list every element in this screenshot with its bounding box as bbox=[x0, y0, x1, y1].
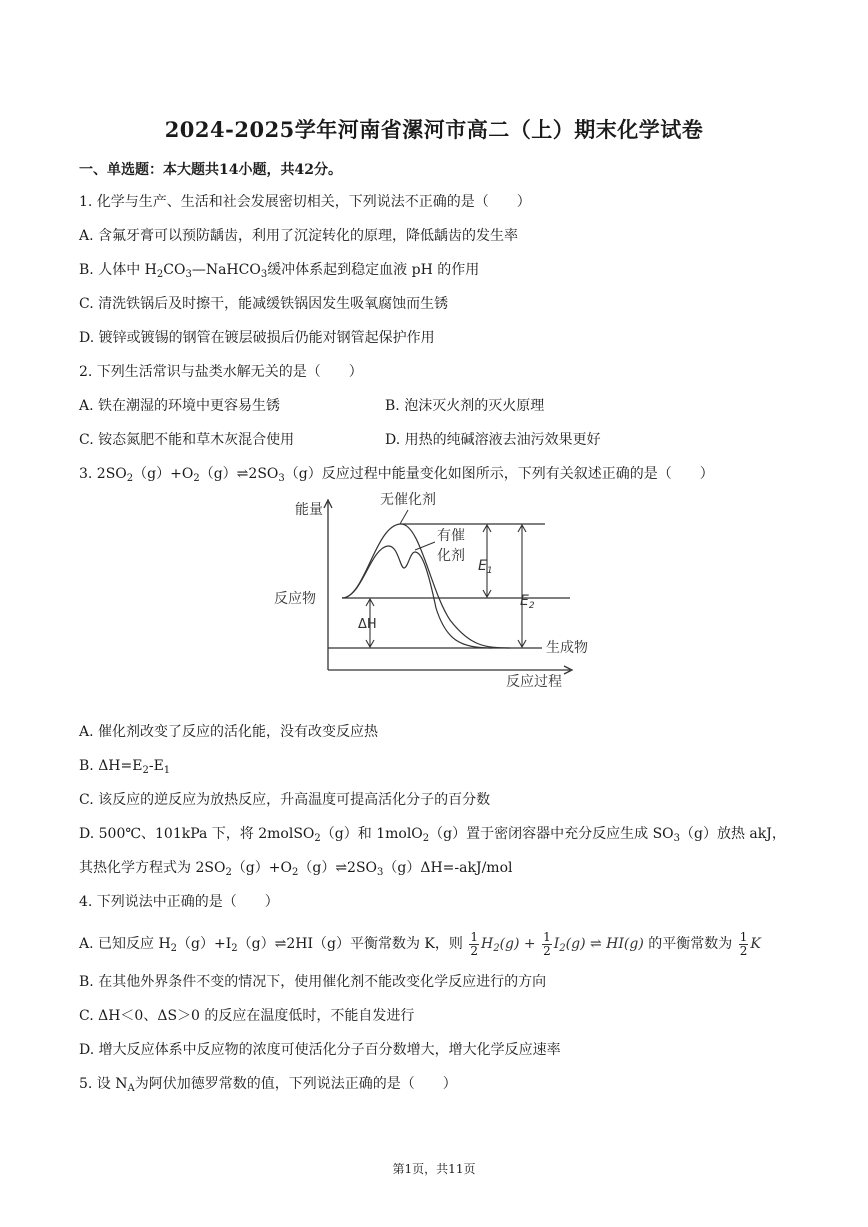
product-label: 生成物 bbox=[546, 640, 588, 656]
q3-stem: 3. $2SO_2(g)+O_2(g)\rightleftharpoons 2SO_3(g)$反应过程中能量变化如图所示，下列有关叙述正确的是（ ） bbox=[79, 466, 714, 484]
q2-option-c: C. 铵态氮肥不能和草木灰混合使用 bbox=[79, 432, 295, 448]
catalyst-curve bbox=[342, 546, 492, 648]
q5-stem: 5. 设 $N_A$为阿伏加德罗常数的值，下列说法正确的是（ ） bbox=[79, 1076, 457, 1094]
x-axis-label: 反应过程 bbox=[506, 674, 562, 690]
q3-option-b: B. $\Delta H=E_2-E_1$ bbox=[79, 758, 171, 776]
catalyst-label-line2: 化剂 bbox=[437, 548, 465, 564]
q3-option-d-cont: 其热化学方程式为 $2SO_2(g)+O_2(g)\rightleftharpoons 2SO_3(g)\Delta H=-akJ$/mol bbox=[79, 860, 513, 878]
q1-stem: 1. 化学与生产、生活和社会发展密切相关，下列说法不正确的是（ ） bbox=[79, 194, 531, 210]
q4-option-b: B. 在其他外界条件不变的情况下，使用催化剂不能改变化学反应进行的方向 bbox=[79, 974, 547, 990]
q3-option-c: C. 该反应的逆反应为放热反应，升高温度可提高活化分子的百分数 bbox=[79, 792, 491, 808]
exam-title: 2024-2025学年河南省漯河市高二（上）期末化学试卷 bbox=[164, 117, 704, 142]
energy-diagram bbox=[270, 490, 610, 690]
page-footer: 第1页，共11页 bbox=[392, 1162, 476, 1176]
q1-option-d: D. 镀锌或镀锡的钢管在镀层破损后仍能对钢管起保护作用 bbox=[79, 330, 435, 346]
q3-option-a: A. 催化剂改变了反应的活化能，没有改变反应热 bbox=[79, 724, 379, 740]
y-axis-label: 能量 bbox=[295, 502, 323, 518]
fraction-half: $\frac{1}{2}$ bbox=[470, 929, 478, 958]
q4-stem: 4. 下列说法中正确的是（ ） bbox=[79, 894, 279, 910]
fraction-half: $\frac{1}{2}$ bbox=[739, 929, 748, 958]
reactant-label: 反应物 bbox=[274, 591, 316, 607]
q2-stem: 2. 下列生活常识与盐类水解无关的是（ ） bbox=[79, 364, 363, 380]
dh-label: ΔH bbox=[358, 617, 377, 632]
q4-option-c: C. ΔH＜0、ΔS＞0 的反应在温度低时，不能自发进行 bbox=[79, 1008, 415, 1024]
q2-option-b: B. 泡沫灭火剂的灭火原理 bbox=[385, 398, 545, 414]
q4-option-d: D. 增大反应体系中反应物的浓度可使活化分子百分数增大，增大化学反应速率 bbox=[79, 1042, 561, 1058]
section-heading: 一、单选题：本大题共14小题，共42分。 bbox=[79, 162, 342, 178]
no-catalyst-label: 无催化剂 bbox=[380, 492, 436, 508]
q1-option-b: B. 人体中 $H_2CO_3—NaHCO_3$缓冲体系起到稳定血液 pH 的作用 bbox=[79, 262, 480, 280]
fraction-half: $\frac{1}{2}$ bbox=[543, 929, 551, 958]
no-catalyst-pointer bbox=[400, 510, 408, 524]
q2-option-d: D. 用热的纯碱溶液去油污效果更好 bbox=[385, 432, 601, 448]
e2-label: $E_2$ bbox=[520, 593, 535, 611]
q3-option-d: D. 500℃、101kPa 下，将 2molSO$_2$（g）和 1molO$_2$（g）置于密闭容器中充分反应生成 $SO_3(g)$放热 akJ， bbox=[79, 826, 786, 844]
e1-label: $E_1$ bbox=[478, 558, 493, 576]
q4-option-a: A. 已知反应 $H_2(g)+I_2(g)\rightleftharpoons 2HI(g)$平衡常数为 K，则 $\frac{1}{2}$ $H_2(g)$ + $\frac{1}{2}$ $I_2(g)$ ⇌ HI(g) 的平衡常数为 $\frac{1}{2}$ K bbox=[79, 929, 761, 958]
q1-option-a: A. 含氟牙膏可以预防龋齿，利用了沉淀转化的原理，降低龋齿的发生率 bbox=[79, 228, 519, 244]
q1-option-c: C. 清洗铁锅后及时擦干，能减缓铁锅因发生吸氧腐蚀而生锈 bbox=[79, 296, 449, 312]
catalyst-label-line1: 有催 bbox=[437, 528, 465, 544]
q2-option-a: A. 铁在潮湿的环境中更容易生锈 bbox=[79, 398, 281, 414]
